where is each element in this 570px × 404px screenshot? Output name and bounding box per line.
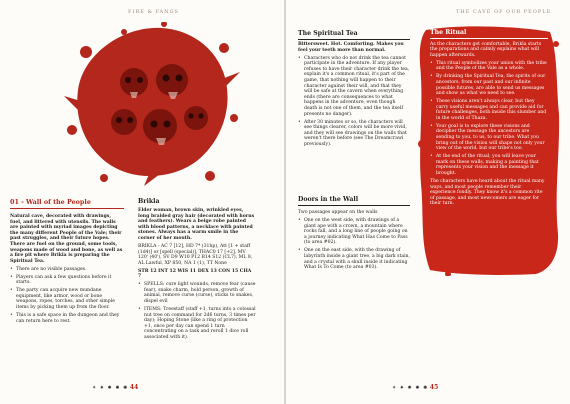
tea-title-rule [298,39,410,40]
doors-title [298,196,410,206]
npc-abilities [138,269,256,280]
ritual-title [430,30,548,39]
left-column-2 [138,208,256,343]
list-item: • Your goal is to explore these visions and decipher the message the ancestors are sending to you, to us, to our tribe. What you bring out of the vision will shape not only your view of the world, but our tribe's too. [430,124,548,152]
ritual-bullets [430,61,548,177]
room-bullets [10,267,124,325]
doors-title-text: Doors in the Wall [298,196,359,203]
doors-title-rule [298,205,410,206]
list-item: • Players can ask a few questions before it starts. [10,275,124,286]
list-item: • ITEMS: Treestaff (staff +1, turns into a colossal nut tree on command for 2d6 turns, 3 times per day); Hoping Stone (like a ring of protection +1, once per day can spend 1 turn concentrating on a task and reroll 1 dice roll associated with it). [138,307,256,341]
ritual-intro: As the characters get comfortable, Brikla starts the preparations and calmly explains what will happen afterwards. [430,41,542,58]
npc-description-text: Elder woman, brown skin, wrinkled eyes, long braided gray hair (decorated with horns and feathers). Wears a beige robe painted with blood patterns, a necklace with painted stones. Always has a warm smile in the corner of her mouth. [138,208,255,241]
list-item: • At the end of the ritual, you will leave your mark on these walls, making a painting that represents your vision and the message it brought. [430,154,548,176]
list-item: • The party can acquire new mundane equipment, like armor, wood or bone weapons, ropes, torches, and other simple items by picking them up from the floor. [10,288,124,310]
npc-title: Brikla [138,198,160,205]
footer-right [392,384,438,391]
footer-glyphs-icon: ✶ ✷ ✸ ✹ ✺ [392,385,429,391]
list-item: • This ritual symbolizes your union with the tribe and the People of the Vale as a whole. [430,61,548,72]
section-title-rule [10,208,124,209]
list-item: • One on the west side, with drawings of a giant ape with a crown, a mountain where rocks fall, and a long line of people going on a journey indicating What Has Come to Pass (to area #02). [298,218,410,246]
npc-bullets [138,282,256,340]
list-item: • There are no visible passages. [10,267,124,273]
footer-left [92,384,138,391]
ritual-outro: The characters have heard about the ritual many ways, and most people remember their experience fondly. They know it's a common rite of passage, and most newcomers are eager for their turn. [430,179,545,207]
intro-paragraph [10,214,124,264]
list-item: • One on the east side, with the drawing of labyrinth inside a giant tree, a big dark stain, and a crystal with a skull inside it indicating What Is To Come (to area #03). [298,248,410,270]
intro-text: Natural cave, decorated with drawings, fuel, and littered with utensils. The walls are painted with myriad images depicting the many different People of the Vale; their past struggles, and their future hopes. There are fuel on the ground, some tools, weapons made of wood and bone, as well as a fire pit where Brikla is preparing the Spiritual Tea. [10,214,123,264]
tea-intro-text: Bittersweet. Hot. Comforting. Makes you feel your teeth more than normal. [298,42,404,53]
section-title [10,198,124,209]
list-item: • By drinking the Spiritual Tea, the spirits of our ancestors, from our past and our infinite possible futures, are able to send us messages and show us what we need to see. [430,74,548,96]
page-number: 45 [429,384,439,391]
npc-stats: BRIKLA - AC 7 [12], HD 7* (31hp), Att [1 + staff (1d4)] or [spell (special)], THAC0 17 [+2], MV 120' (40'), SV D9 W10 P12 B14 S12 (CL7), ML 8, AL Lawful, XP 850, NA 1 (1), TT None [138,243,253,266]
tea-title-text: The Spiritual Tea [298,30,358,37]
ritual-box [430,30,548,209]
list-item: • Characters who do not drink the tea cannot participate in the adventure. If any player refuses to have their character drink the tea, explain it's a common ritual, it's part of the game, that nothing will happen to their character against their will, and that they will be safe at the cavern when everything ends (there are consequences to what happens in the adventure, even though death is not one of them, and the tea itself presents no danger). [298,56,410,118]
running-head-right: THE CAVE OF OUR PEOPLE [456,9,552,15]
page-number: 44 [129,384,139,391]
ritual-title-text: The Ritual [430,29,467,36]
list-item: • This is a safe space in the dungeon and they can return here to rest. [10,313,124,324]
section-title-text: 01 - Wall of the People [10,198,91,206]
right-column-1-lower [298,210,410,273]
running-head-left: FIRE & FANGS [128,9,179,15]
npc-abilities-text: STR 12 INT 12 WIS 11 DEX 13 CON 15 CHA 7 [138,268,252,280]
npc-description [138,208,256,242]
footer-glyphs-icon: ✶ ✷ ✸ ✹ ✺ [92,385,129,391]
tea-bullets [298,56,410,148]
list-item: • These visions aren't always clear, but they carry useful messages and can provide aid for future challenges, both inside this slumber and in the world of Thaza. [430,99,548,121]
tea-title [298,30,410,40]
blood-splatter-skulls-illustration [64,22,242,186]
right-column-1 [298,42,410,150]
doors-bullets [298,218,410,271]
list-item: • SPELLS: cure light wounds, remove fear (cause fear), snake charm, hold person, growth of animal, remove curse (curse), sticks to snakes, dispel evil [138,282,256,304]
left-page [0,0,284,404]
doors-intro: Two passages appear on the walls [298,210,378,215]
list-item: • After 30 minutes or so, the characters will see things clearer, colors will be more vivid, and they will see drawings on the walls that weren't there before (see The Dreamcrawl previously). [298,120,410,148]
ritual-title-rule [430,38,548,39]
tea-intro [298,42,410,53]
left-column-1 [10,214,124,327]
